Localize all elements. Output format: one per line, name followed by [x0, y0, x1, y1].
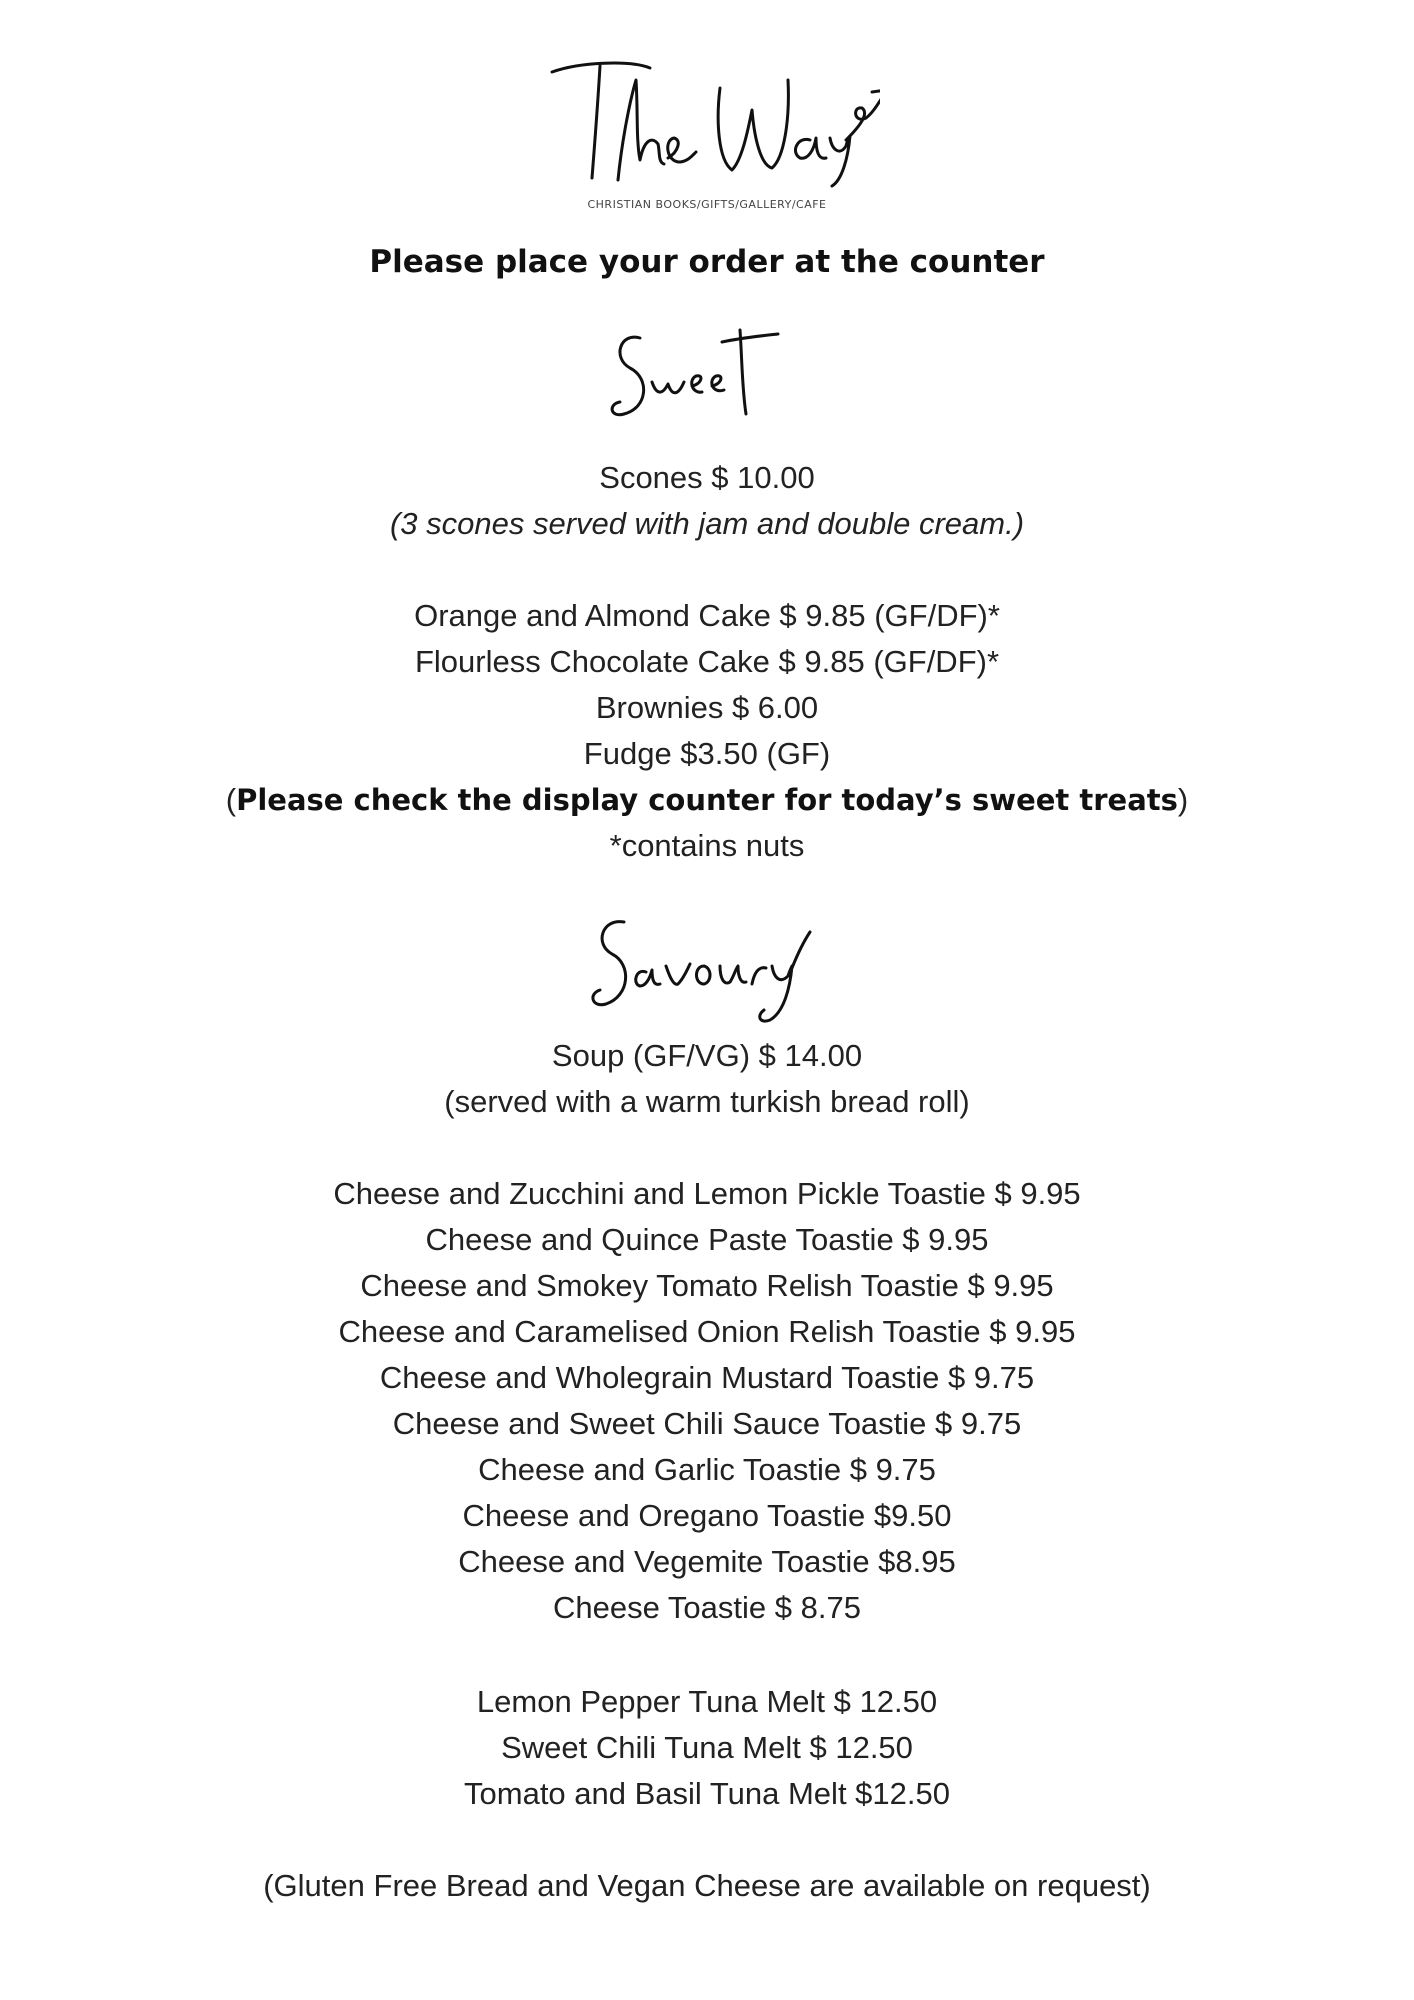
dietary-footer-note: (Gluten Free Bread and Vegan Cheese are available on request): [263, 1868, 1151, 1903]
toastie-item: Cheese and Vegemite Toastie $8.95: [458, 1544, 956, 1579]
toastie-item: Cheese and Zucchini and Lemon Pickle Toastie $ 9.95: [333, 1176, 1081, 1211]
paren-close: ): [1177, 782, 1189, 817]
toastie-item: Cheese and Oregano Toastie $9.50: [462, 1498, 952, 1533]
toastie-item: Cheese and Smokey Tomato Relish Toastie $ 9.95: [360, 1268, 1054, 1303]
toastie-item: Cheese and Caramelised Onion Relish Toastie $ 9.95: [338, 1314, 1076, 1349]
tuna-melt-item: Lemon Pepper Tuna Melt $ 12.50: [476, 1684, 938, 1719]
soup-item: Soup (GF/VG) $ 14.00: [551, 1038, 863, 1073]
nuts-note: *contains nuts: [609, 828, 805, 863]
display-counter-text: Please check the display counter for today’s sweet treats: [236, 783, 1178, 817]
sweet-item: Flourless Chocolate Cake $ 9.85 (GF/DF)*: [414, 644, 1000, 679]
sweet-item: Fudge $3.50 (GF): [583, 736, 831, 771]
toastie-item: Cheese and Wholegrain Mustard Toastie $ 9.75: [379, 1360, 1035, 1395]
savoury-heading: [580, 908, 820, 1028]
sweet-heading: [600, 318, 810, 428]
toastie-item: Cheese Toastie $ 8.75: [553, 1590, 861, 1625]
brand-logo: [540, 40, 880, 220]
toastie-item: Cheese and Quince Paste Toastie $ 9.95: [425, 1222, 989, 1257]
tuna-melt-item: Tomato and Basil Tuna Melt $12.50: [464, 1776, 950, 1811]
tuna-melt-item: Sweet Chili Tuna Melt $ 12.50: [501, 1730, 913, 1765]
toastie-item: Cheese and Garlic Toastie $ 9.75: [478, 1452, 936, 1487]
display-counter-note: [0, 784, 1414, 815]
sweet-item: Brownies $ 6.00: [595, 690, 819, 725]
order-instruction: Please place your order at the counter: [369, 244, 1045, 280]
toastie-item: Cheese and Sweet Chili Sauce Toastie $ 9.75: [392, 1406, 1022, 1441]
scones-note: (3 scones served with jam and double cream.): [389, 506, 1025, 541]
soup-note: (served with a warm turkish bread roll): [444, 1084, 970, 1119]
brand-tagline: CHRISTIAN BOOKS/GIFTS/GALLERY/CAFE: [587, 198, 827, 211]
scones-item: Scones $ 10.00: [599, 460, 815, 495]
sweet-item: Orange and Almond Cake $ 9.85 (GF/DF)*: [414, 598, 1000, 633]
brand-logo-script-icon: [540, 40, 880, 190]
paren-open: (: [225, 782, 237, 817]
